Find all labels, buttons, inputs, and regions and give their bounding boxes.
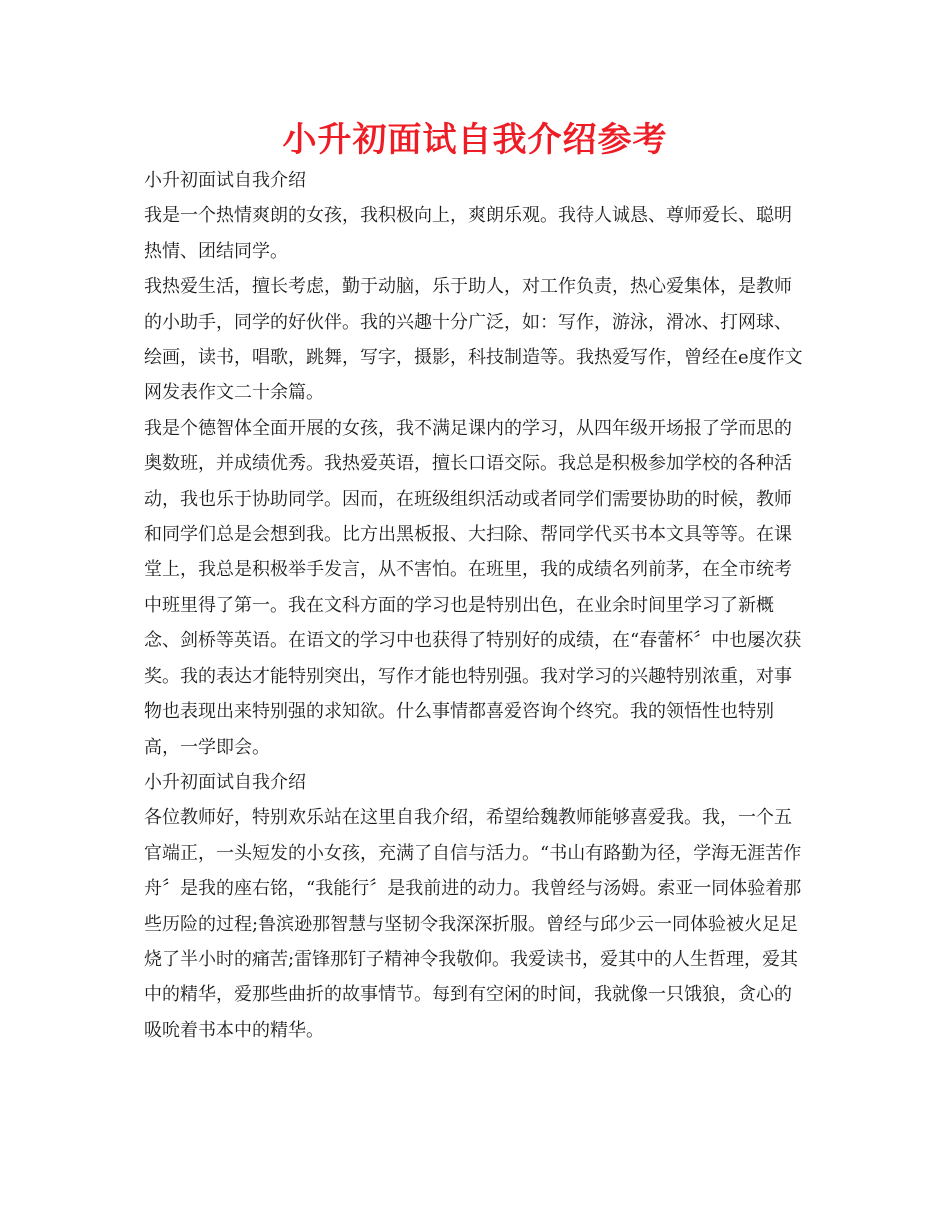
paragraph: 各位教师好，特别欢乐站在这里自我介绍，希望给魏教师能够喜爱我。我，一个五官端正，一头短发的小女孩，充满了自信与活力。“书山有路勤为径，学海无涯苦作舟〞是我的座右铭，“我能行〞是我前进的动力。我曾经与汤姆。索亚一同体验着那些历险的过程;鲁滨逊那智慧与坚韧令我深深折服。曾经与邱少云一同体验被火足足烧了半小时的痛苦;雷锋那钉子精神令我敬仰。我爱读书，爱其中的人生哲理，爱其中的精华，爱那些曲折的故事情节。每到有空闲的时间，我就像一只饿狼，贪心的吸吮着书本中的精华。 xyxy=(144,807,802,1041)
document-title: 小升初面试自我介绍参考 xyxy=(282,120,668,160)
section-heading: 小升初面试自我介绍 xyxy=(144,771,306,793)
document-body xyxy=(144,163,808,1048)
paragraph: 我热爱生活，擅长考虑，勤于动脑，乐于助人，对工作负责，热心爱集体，是教师的小助手，同学的好伙伴。我的兴趣十分广泛，如：写作，游泳，滑冰、打网球、绘画，读书，唱歌，跳舞，写字，摄影，科技制造等。我热爱写作，曾经在e度作文网发表作文二十余篇。 xyxy=(144,276,803,404)
paragraph: 我是一个热情爽朗的女孩，我积极向上，爽朗乐观。我待人诚恳、尊师爱长、聪明热情、团结同学。 xyxy=(144,205,792,262)
paragraph: 我是个德智体全面开展的女孩，我不满足课内的学习，从四年级开场报了学而思的奥数班，并成绩优秀。我热爱英语，擅长口语交际。我总是积极参加学校的各种活动，我也乐于协助同学。因而，在班级组织活动或者同学们需要协助的时候，教师和同学们总是会想到我。比方出黑板报、大扫除、帮同学代买书本文具等等。在课堂上，我总是积极举手发言，从不害怕。在班里，我的成绩名列前茅，在全市统考中班里得了第一。我在文科方面的学习也是特别出色，在业余时间里学习了新概念、剑桥等英语。在语文的学习中也获得了特别好的成绩，在“春蕾杯〞中也屡次获奖。我的表达才能特别突出，写作才能也特别强。我对学习的兴趣特别浓重，对事物也表现出来特别强的求知欲。什么事情都喜爱咨询个终究。我的领悟性也特别高，一学即会。 xyxy=(144,417,802,758)
section-heading: 小升初面试自我介绍 xyxy=(144,170,306,191)
